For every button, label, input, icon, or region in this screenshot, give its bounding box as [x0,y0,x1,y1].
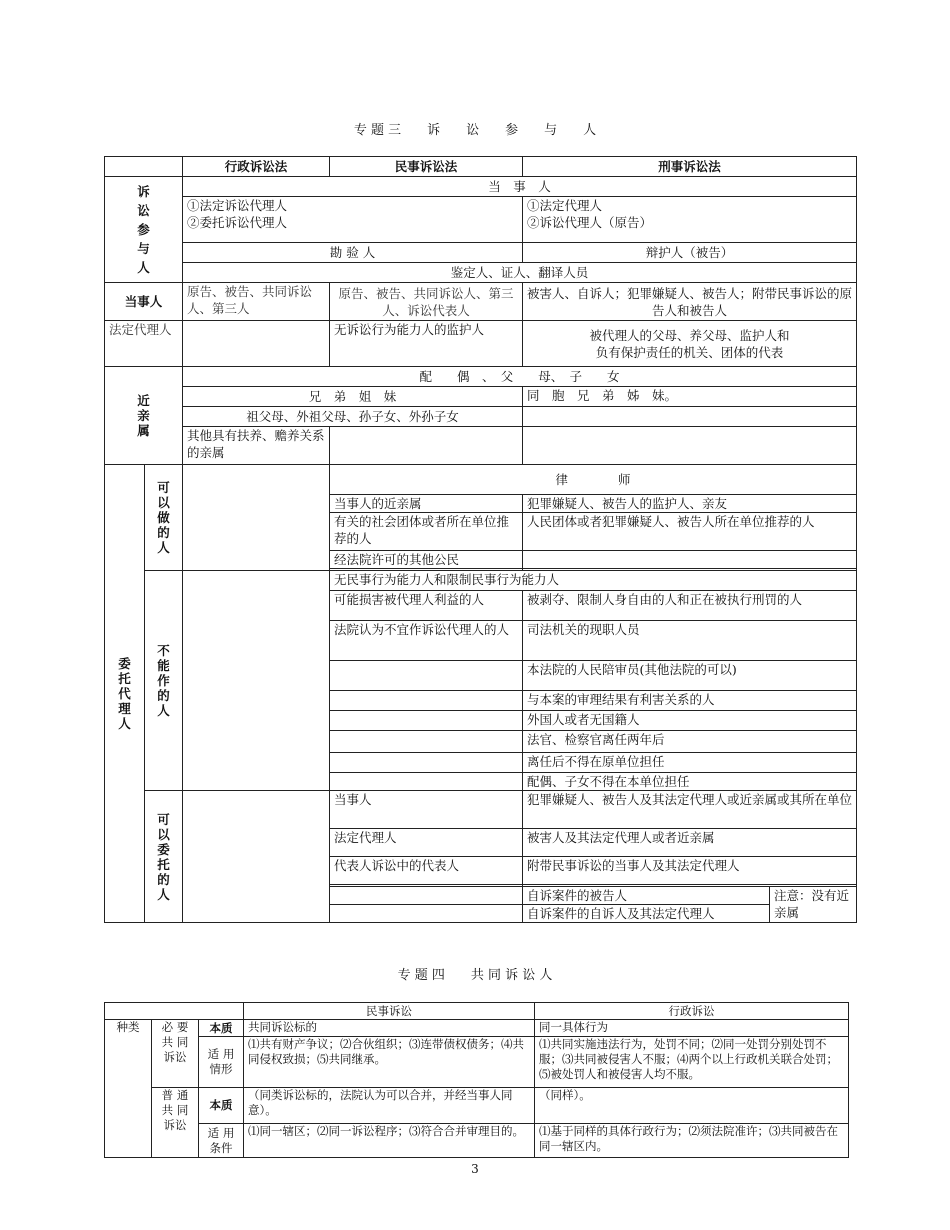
entrusted-agent-label: 委 托 代 理 人 [105,465,145,923]
must-civil-apply: ⑴共有财产争议；⑵合伙组织；⑶连带债权债务；⑷共同侵权致损；⑸共同继承。 [244,1037,535,1088]
entrust-criminal-5: 自诉案件的自诉人及其法定代理人 [523,905,770,923]
can-civil-2: 有关的社会团体或者所在单位推荐的人 [330,513,523,551]
empty-cell [330,661,523,691]
can-criminal-1: 犯罪嫌疑人、被告人的监护人、亲友 [523,495,857,513]
applicable-condition-label: 适 用条件 [199,1124,244,1158]
empty-cell [330,887,523,905]
inspector-cell: 勘 验 人 [183,243,523,263]
near-relatives-grandparents: 祖父母、外祖父母、孙子女、外孙子女 [183,407,523,427]
entrust-civil-3: 代表人诉讼中的代表人 [330,857,523,885]
litigation-participants-table [104,156,857,923]
header-admin: 行政诉讼 [535,1003,849,1020]
cannot-criminal-3: 本法院的人民陪审员(其他法院的可以) [523,661,857,691]
can-be-label: 可 以 做 的 人 [145,465,183,571]
lawyer-cell: 律 师 [330,465,857,495]
empty-cell [330,711,523,731]
entrust-civil-1: 当事人 [330,791,523,829]
can-criminal-2: 人民团体或者犯罪嫌疑人、被告人所在单位推荐的人 [523,513,857,551]
cannot-criminal-6: 法官、检察官离任两年后 [523,731,857,753]
empty-cell [330,753,523,773]
cannot-civil-1: 可能损害被代理人利益的人 [330,591,523,621]
legal-agent-admin [183,321,330,367]
empty-cell [330,691,523,711]
near-relatives-label: 近 亲 属 [105,367,183,465]
empty-cell [330,731,523,753]
entrust-criminal-1: 犯罪嫌疑人、被告人及其法定代理人或近亲属或其所在单位 [523,791,857,829]
cannot-criminal-7: 离任后不得在原单位担任 [523,753,857,773]
empty-cell [523,407,857,427]
can-civil-3: 经法院许可的其他公民 [330,551,523,569]
empty-cell [523,427,857,465]
party-criminal: 被害人、自诉人；犯罪嫌疑人、被告人；附带民事诉讼的原告人和被告人 [523,283,857,321]
near-relatives-siblings-criminal: 同 胞 兄 弟 姊 妹。 [523,387,857,407]
applicable-situation-label: 适 用情形 [199,1037,244,1088]
note-no-relatives: 注意：没有近亲属 [770,887,857,923]
cannot-criminal-4: 与本案的审理结果有利害关系的人 [523,691,857,711]
empty-cell [523,551,857,569]
can-civil-1: 当事人的近亲属 [330,495,523,513]
page-title-topic-3: 专 题 三 诉 讼 参 与 人 [353,123,597,138]
near-relatives-siblings: 兄 弟 姐 妹 [183,387,523,407]
cannot-common: 无民事行为能力人和限制民事行为能力人 [330,571,857,591]
cannot-criminal-2: 司法机关的现职人员 [523,621,857,661]
page-number: 3 [471,1162,479,1176]
party-admin: 原告、被告、共同诉讼人、第三人 [183,283,330,321]
cannot-be-admin [183,571,330,791]
appraiser-witness-cell: 鉴定人、证人、翻译人员 [183,263,857,283]
legal-agent-label: 法定代理人 [105,321,183,367]
header-admin-law: 行政诉讼法 [183,157,330,177]
entrust-civil-2: 法定代理人 [330,829,523,857]
header-civil-law: 民事诉讼法 [330,157,523,177]
legal-agent-criminal: 被代理人的父母、养父母、监护人和 负有保护责任的机关、团体的代表 [523,321,857,367]
must-civil-essence: 共同诉讼标的 [244,1020,535,1037]
participants-label: 诉 讼 参 与 人 [105,177,183,283]
page-title-topic-4: 专 题 四 共 同 诉 讼 人 [397,968,553,983]
ord-admin-essence: （同样）。 [535,1088,849,1124]
can-be-admin [183,465,330,571]
cannot-criminal-1: 被剥夺、限制人身自由的人和正在被执行刑罚的人 [523,591,857,621]
corner-cell [105,1003,244,1020]
ord-civil-condition: ⑴同一辖区；⑵同一诉讼程序；⑶符合合并审理目的。 [244,1124,535,1158]
joint-litigants-table [104,1002,849,1158]
may-entrust-admin [183,791,330,923]
empty-cell [330,427,523,465]
cannot-criminal-5: 外国人或者无国籍人 [523,711,857,731]
near-relatives-other: 其他具有扶养、赡养关系的亲属 [183,427,330,465]
cannot-criminal-8: 配偶、子女不得在本单位担任 [523,773,857,791]
ord-admin-condition: ⑴基于同样的具体行政行为；⑵须法院准许；⑶共同被告在同一辖区内。 [535,1124,849,1158]
essence-label: 本质 [199,1088,244,1124]
entrust-criminal-3: 附带民事诉讼的当事人及其法定代理人 [523,857,857,885]
defender-cell: 辩护人（被告） [523,243,857,263]
party-civil: 原告、被告、共同诉讼人、第三人、诉讼代表人 [330,283,523,321]
ord-civil-essence: （同类诉讼标的，法院认为可以合并，并经当事人同意）。 [244,1088,535,1124]
entrust-criminal-4: 自诉案件的被告人 [523,887,770,905]
empty-cell [330,773,523,791]
ordinary-joint-label: 普 通共 同诉讼 [152,1088,199,1158]
must-admin-apply: ⑴共同实施违法行为，处罚不同；⑵同一处罚分别处罚不服；⑶共同被侵害人不服；⑷两个以上行政机关联合处罚；⑸被处罚人和被侵害人均不服。 [535,1037,849,1088]
agents-civil-admin: ①法定诉讼代理人 ②委托诉讼代理人 [183,197,523,243]
may-entrust-label: 可 以 委 托 的 人 [145,791,183,923]
corner-cell [105,157,183,177]
near-relatives-spouse: 配 偶 、 父 母、 子 女 [183,367,857,387]
kind-label: 种类 [105,1020,152,1158]
must-admin-essence: 同一具体行为 [535,1020,849,1037]
entrust-criminal-2: 被害人及其法定代理人或者近亲属 [523,829,857,857]
empty-cell [330,905,523,923]
party-row: 当 事 人 [183,177,857,197]
header-criminal-law: 刑事诉讼法 [523,157,857,177]
necessary-joint-label: 必 要共 同诉讼 [152,1020,199,1088]
agents-criminal: ①法定代理人 ②诉讼代理人（原告） [523,197,857,243]
essence-label: 本质 [199,1020,244,1037]
cannot-be-label: 不 能 作 的 人 [145,571,183,791]
party-label: 当事人 [105,283,183,321]
legal-agent-civil: 无诉讼行为能力人的监护人 [330,321,523,367]
header-civil: 民事诉讼 [244,1003,535,1020]
cannot-civil-2: 法院认为不宜作诉讼代理人的人 [330,621,523,661]
